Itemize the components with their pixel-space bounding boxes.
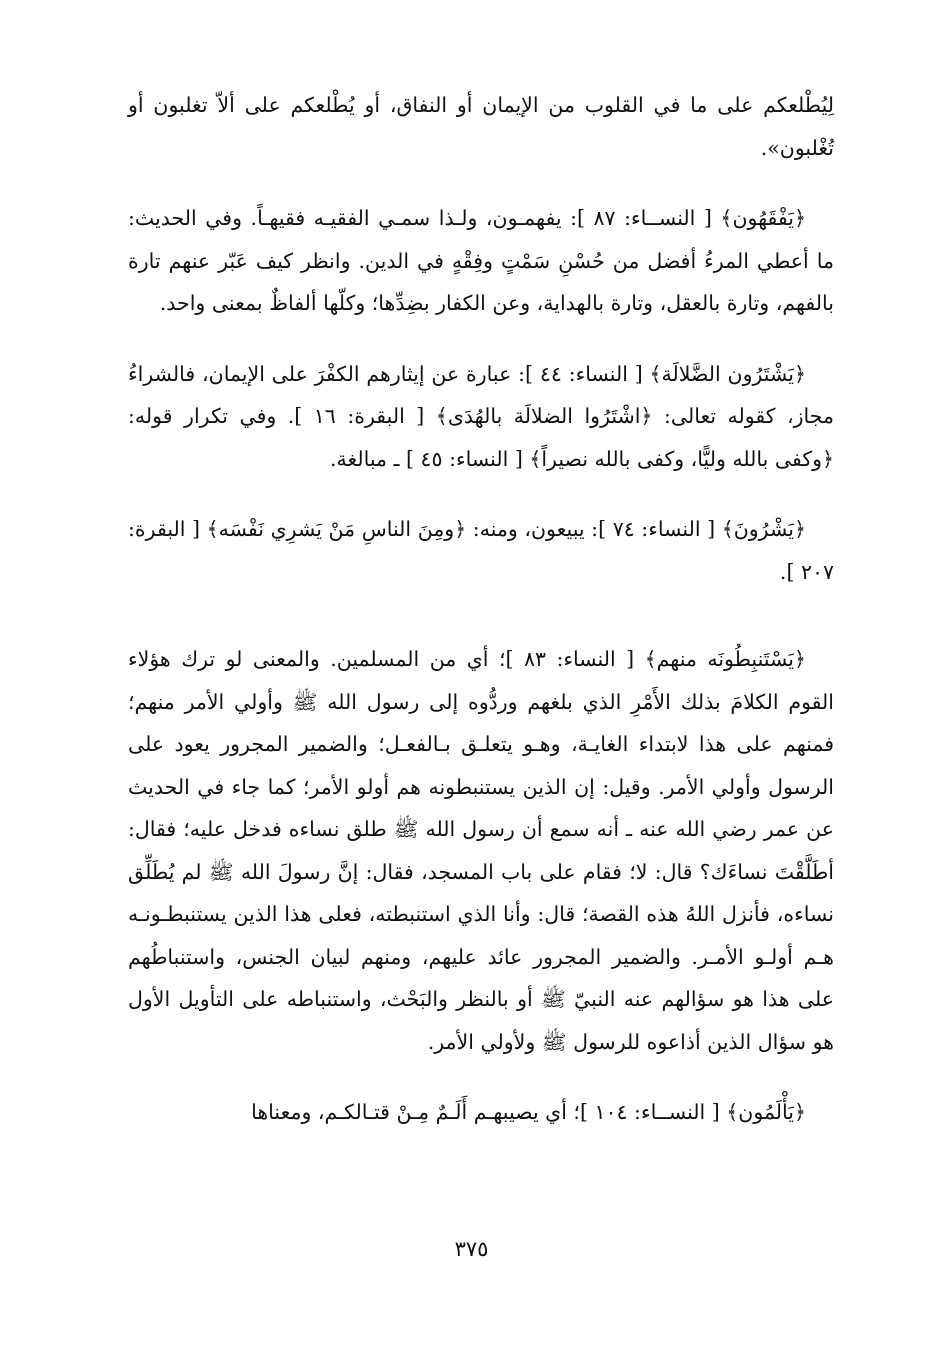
page-body	[128, 84, 834, 1134]
paragraph-yastanbitunahu: ﴿يَسْتَنبِطُونَه منهم﴾ [ النساء: ٨٣ ]؛ أي من المسلمين. والمعنى لو ترك هؤلاء القوم الكلامَ بذلك الأَمْرِ الذي بلغهم وردُّوه إلى رسول الله ﷺ وأولي الأمر منهم؛ فمنهم على هذا لابتداء الغايـة، وهـو يتعلـق بـالفعـل؛ والضمير المجرور يعود على الرسول وأولي الأمر. وقيل: إن الذين يستنبطونه هم أولو الأمر؛ كما جاء في الحديث عن عمر رضي الله عنه ـ أنه سمع أن رسول الله ﷺ طلق نساءه فدخل عليه؛ فقال: أطَلَّقْتَ نساءَك؟ قال: لا؛ فقام على باب المسجد، فقال: إنَّ رسولَ الله ﷺ لم يُطَلِّق نساءه، فأنزل اللهُ هذه القصة؛ قال: وأنا الذي استنبطته، فعلى هذا الذين يستنبطـونـه هـم أولـو الأمـر. والضمير المجرور عائد عليهم، ومنهم لبيان الجنس، واستنباطُهم على هذا هو سؤالهم عنه النبيّ ﷺ أو بالنظر والبَحْث، واستنباطه على التأويل الأول هو سؤال الذين أذاعوه للرسول ﷺ ولأولي الأمر.	[128, 647, 834, 1054]
paragraph-yashtarun: ﴿يَشْتَرُون الضَّلالَة﴾ [ النساء: ٤٤ ]: عبارة عن إيثارهم الكفْرَ على الإيمان، فالشراءُ مجاز، كقوله تعالى: ﴿اشْتَرُوا الضلالَة بالهُدَى﴾ [ البقرة: ١٦ ]. وفي تكرار قوله: ﴿وكفى بالله وليًّا، وكفى بالله نصيراً﴾ [ النساء: ٤٥ ] ـ مبالغة.	[128, 361, 834, 471]
paragraph-continuation: لِيُطْلعكم على ما في القلوب من الإيمان أو النفاق، أو يُطْلعكم على ألاّ تغلبون أو تُغْلبون».	[128, 93, 834, 160]
paragraph-yafqahun: ﴿يَفْقَهُون﴾ [ النســاء: ٨٧ ]: يفهمـون، ولـذا سمـي الفقيـه فقيهـاً. وفي الحديث: ما أعطي المرءُ أفضل من حُسْنِ سَمْتٍ وفِقْهٍ في الدين. وانظر كيف عَبّر عنهم تارة بالفهم، وتارة بالعقل، وتارة بالهداية، وعن الكفار بضِدِّها؛ وكلّها ألفاظٌ بمعنى واحد.	[128, 206, 834, 315]
page-number: ٣٧٥	[454, 1237, 489, 1261]
paragraph-yashrun: ﴿يَشْرُونَ﴾ [ النساء: ٧٤ ]: يبيعون، ومنه: ﴿ومِنَ الناسِ مَنْ يَشرِي نَفْسَه﴾ [ البقرة: ٢٠٧ ].	[128, 517, 834, 584]
paragraph-yalamun: ﴿يَأْلَمُون﴾ [ النســاء: ١٠٤ ]؛ أي يصيبهـم أَلَـمٌ مِـنْ قتـالكـم، ومعناها	[251, 1100, 806, 1124]
